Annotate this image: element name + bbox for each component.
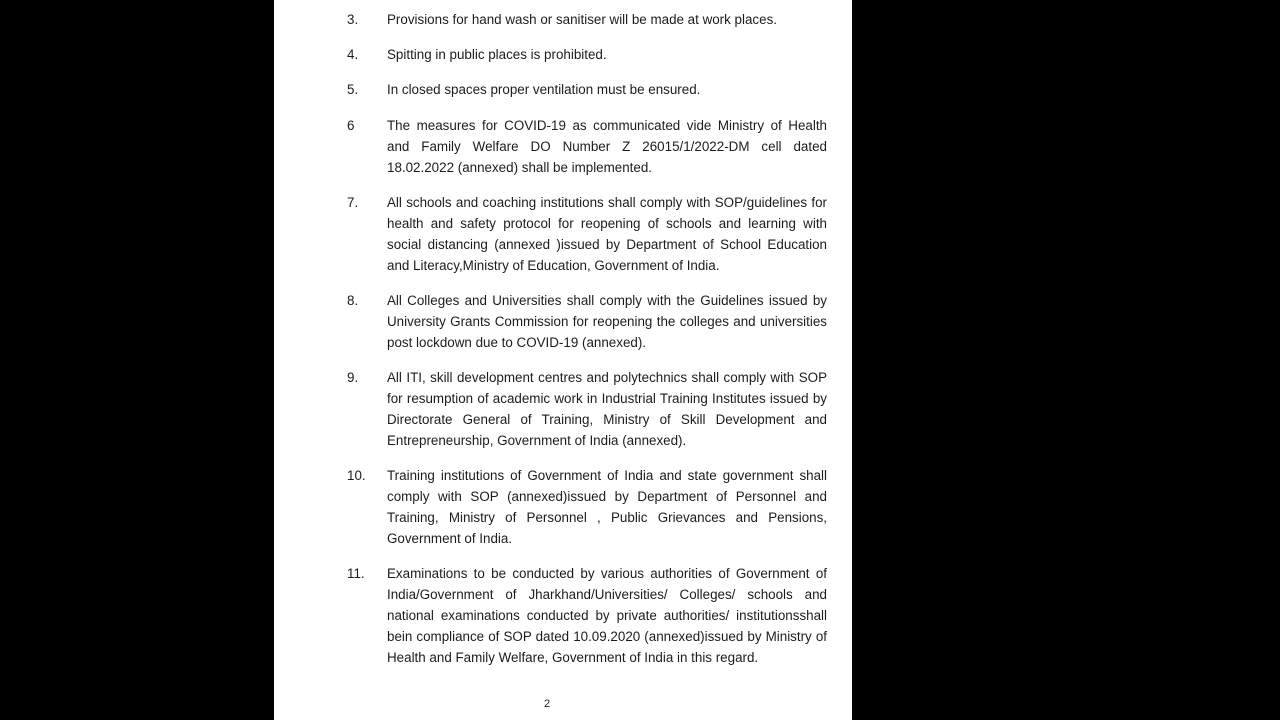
item-text: Provisions for hand wash or sanitiser will be made at work places. xyxy=(387,12,777,27)
item-number: 8. xyxy=(347,293,359,308)
item-text: In closed spaces proper ventilation must be ensured. xyxy=(387,82,701,97)
item-number: 9. xyxy=(347,370,359,385)
item-number: 11. xyxy=(347,566,365,581)
item-number: 4. xyxy=(347,47,359,62)
item-text: All schools and coaching institutions shall comply with SOP/guidelines for health and safety protocol for reopening of schools and learning with social distancing (annexed )issued by Department of School Education and Literacy,Ministry of Education, Government of India. xyxy=(387,195,827,273)
item-number: 7. xyxy=(347,195,359,210)
item-text: Training institutions of Government of India and state government shall comply with SOP (annexed)issued by Department of Personnel and Training, Ministry of Personnel , Public Grievances and Pensions, Government of India. xyxy=(387,468,827,546)
item-number: 6 xyxy=(347,118,355,133)
document-page xyxy=(274,0,852,720)
item-number: 10. xyxy=(347,468,366,483)
item-number: 5. xyxy=(347,82,359,97)
item-text: Examinations to be conducted by various authorities of Government of India/Government of Jharkhand/Universities/ Colleges/ schools and national examinations conducted by private authorities/ institutionsshall bein compliance of SOP dated 10.09.2020 (annexed)issued by Ministry of Health and Family Welfare, Government of India in this regard. xyxy=(387,566,827,665)
item-number: 3. xyxy=(347,12,359,27)
item-text: Spitting in public places is prohibited. xyxy=(387,47,607,62)
page-number: 2 xyxy=(544,698,551,710)
item-text: All ITI, skill development centres and polytechnics shall comply with SOP for resumption of academic work in Industrial Training Institutes issued by Directorate General of Training, Ministry of Skill Development and Entrepreneurship, Government of India (annexed). xyxy=(387,370,827,448)
item-text: All Colleges and Universities shall comply with the Guidelines issued by University Grants Commission for reopening the colleges and universities post lockdown due to COVID-19 (annexed). xyxy=(387,293,827,350)
item-text: The measures for COVID-19 as communicated vide Ministry of Health and Family Welfare DO Number Z 26015/1/2022-DM cell dated 18.02.2022 (annexed) shall be implemented. xyxy=(387,118,827,175)
